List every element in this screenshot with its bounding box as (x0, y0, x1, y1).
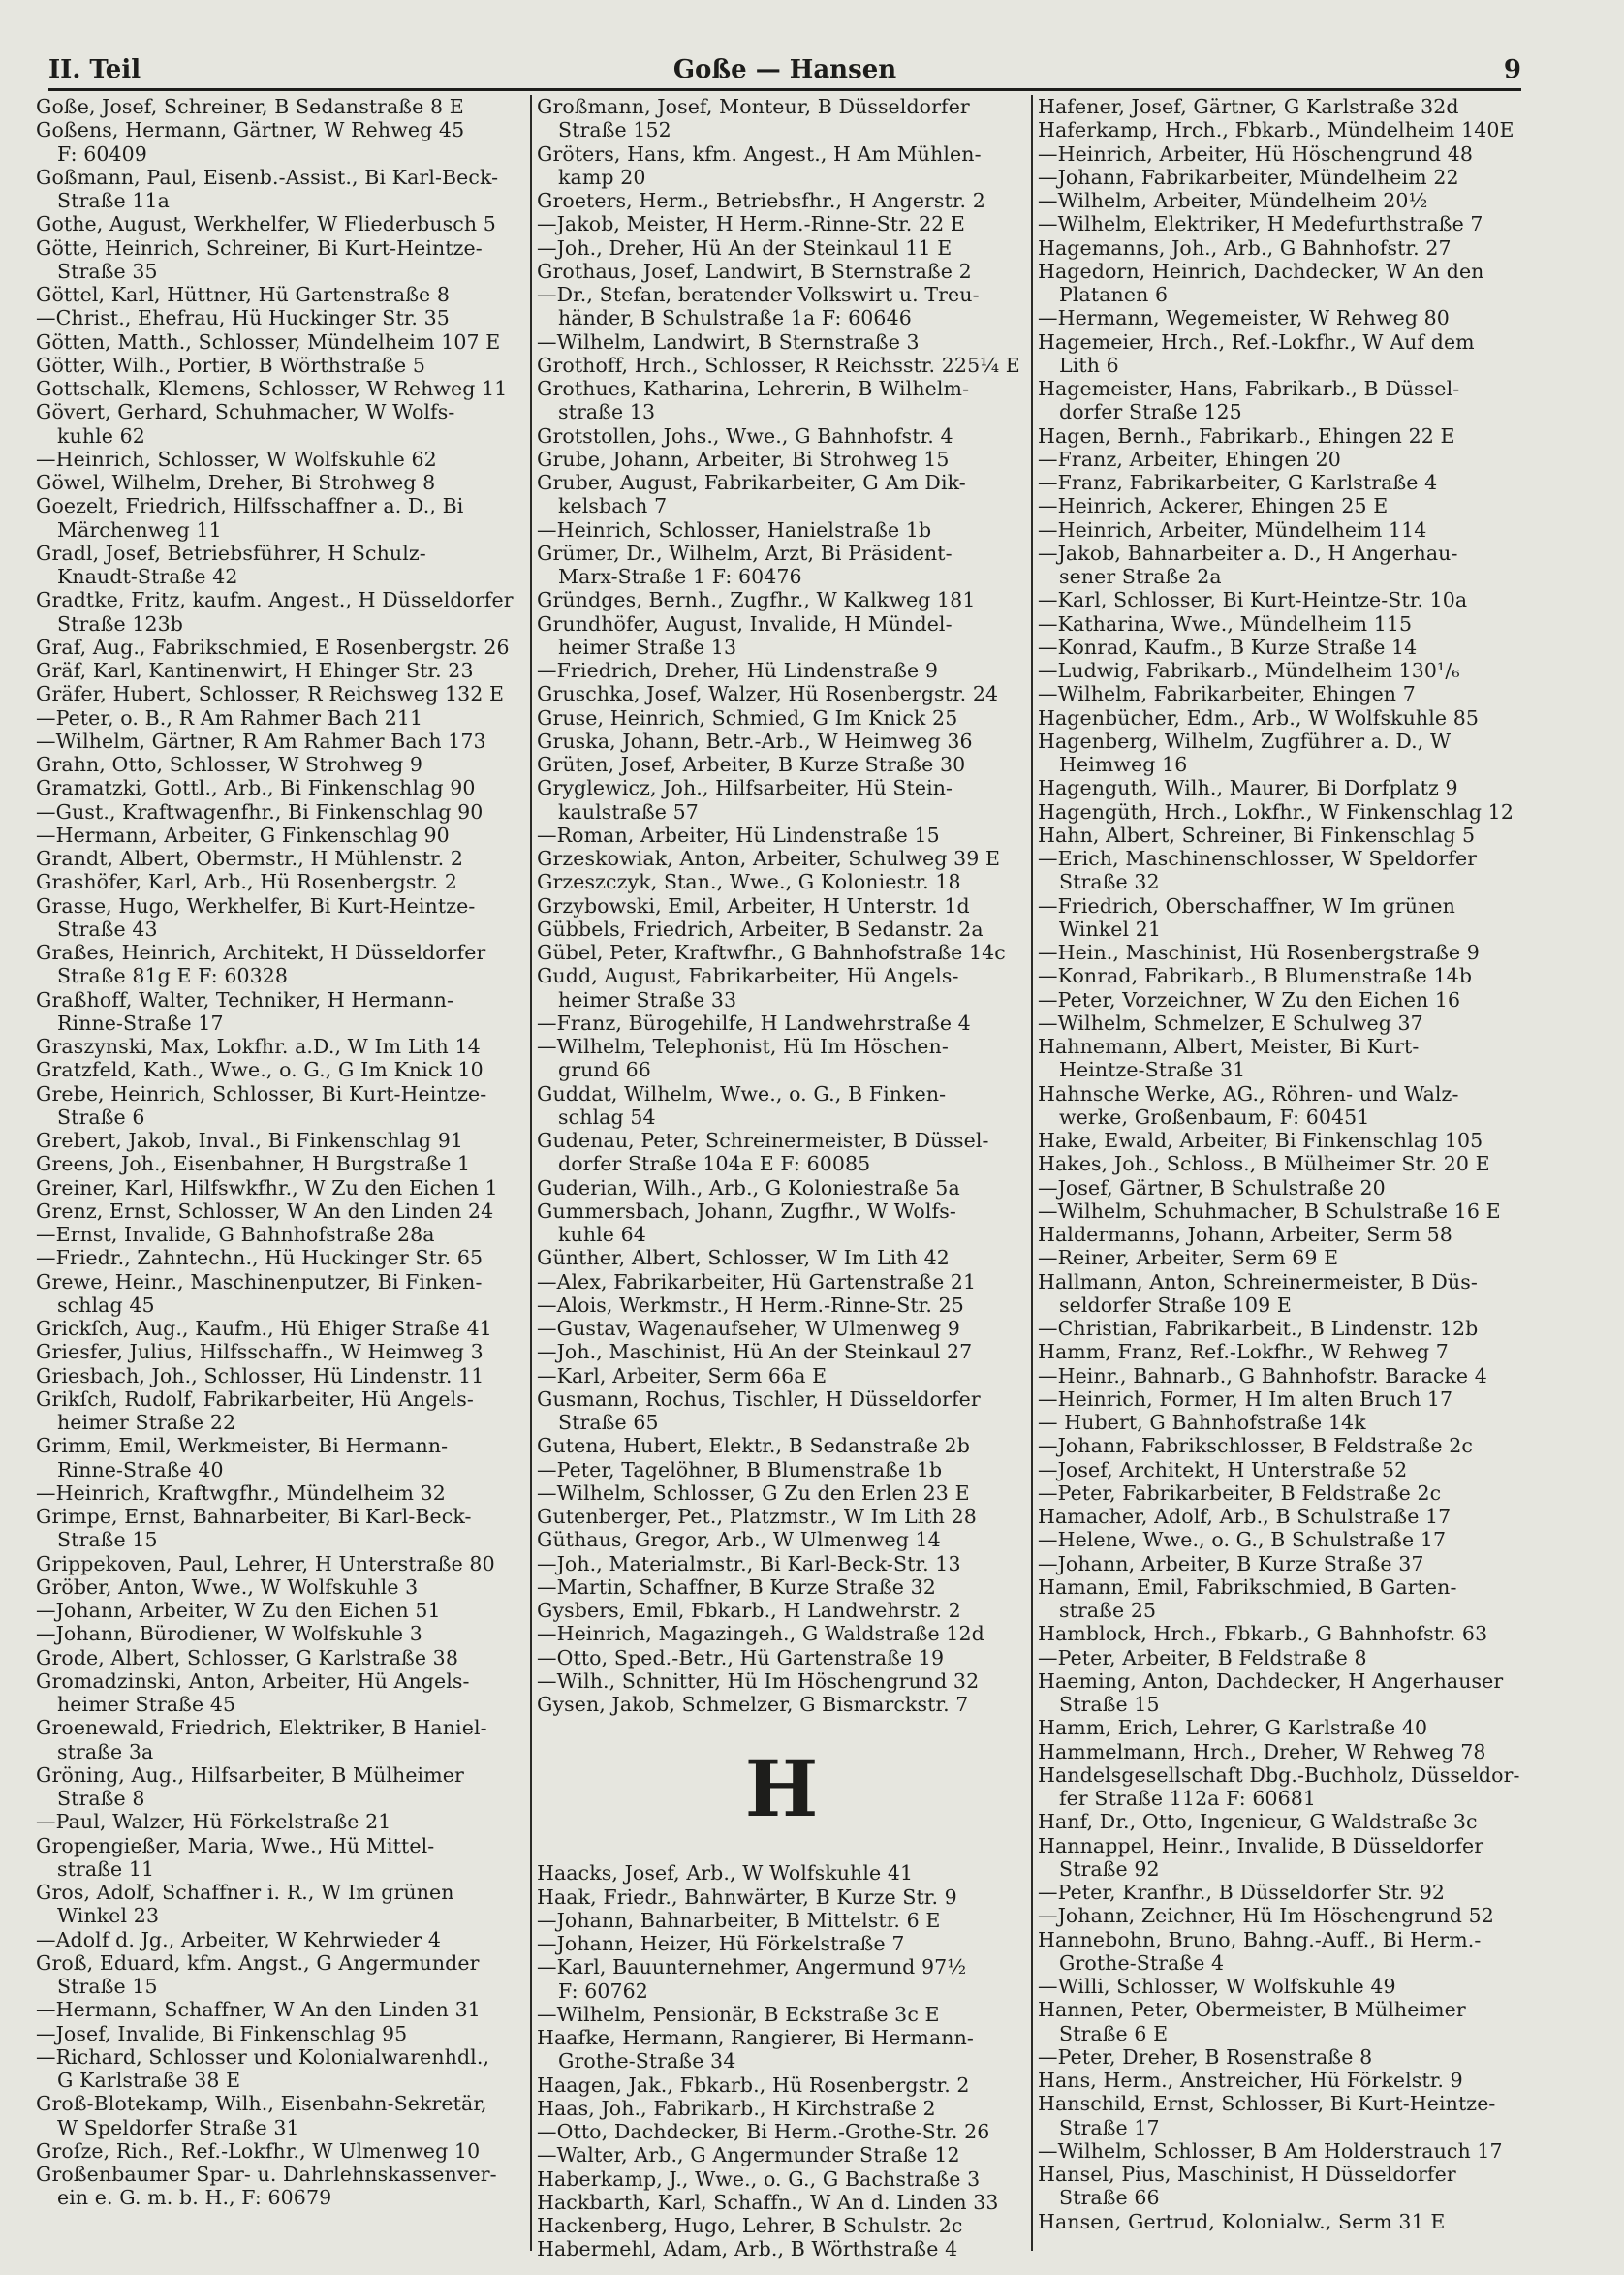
directory-entry-line: Götter, Wilh., Portier, B Wörthstraße 5 (36, 353, 425, 377)
directory-entry-line: kamp 20 (558, 165, 646, 189)
directory-entry-line: Hansel, Pius, Maschinist, H Düsseldorfer (1038, 2163, 1456, 2186)
directory-entry-line: Hagedorn, Heinrich, Dachdecker, W An den (1038, 259, 1484, 283)
directory-entry-line: dorfer Straße 125 (1059, 400, 1242, 424)
directory-entry-line: Hackenberg, Hugo, Lehrer, B Schulstr. 2c (537, 2214, 963, 2237)
directory-entry-line: —Joh., Materialmstr., Bi Karl-Beck-Str. 13 (537, 1551, 961, 1575)
directory-entry-line: —Jakob, Meister, H Herm.-Rinne-Str. 22 E (537, 212, 965, 236)
directory-entry-line: Hagenguth, Wilh., Maurer, Bi Dorfplatz 9 (1038, 776, 1458, 800)
directory-entry-line: —Johann, Arbeiter, B Kurze Straße 37 (1038, 1551, 1424, 1575)
directory-entry-line: Haak, Friedr., Bahnwärter, B Kurze Str. 9 (537, 1885, 957, 1909)
directory-entry-line: —Wilhelm, Schlosser, G Zu den Erlen 23 E (537, 1480, 970, 1505)
directory-entry-line: —Franz, Bürogehilfe, H Landwehrstraße 4 (537, 1011, 971, 1035)
directory-entry-line: Göwel, Wilhelm, Dreher, Bi Strohweg 8 (36, 471, 436, 494)
directory-entry-line: —Christ., Ehefrau, Hü Huckinger Str. 35 (36, 306, 450, 330)
directory-entry-line: Guderian, Wilh., Arb., G Koloniestraße 5a (537, 1175, 960, 1200)
directory-entry-line: Straße 6 E (1059, 2021, 1169, 2045)
directory-entry-line: —Josef, Architekt, H Unterstraße 52 (1038, 1457, 1408, 1481)
directory-entry-line: W Speldorfer Straße 31 (57, 2115, 299, 2139)
directory-entry-line: Hagemanns, Joh., Arb., G Bahnhofstr. 27 (1038, 235, 1452, 260)
directory-entry-line: Grenz, Ernst, Schlosser, W An den Linden 24 (36, 1199, 494, 1223)
directory-entry-line: —Friedrich, Oberschaffner, W Im grünen (1038, 893, 1455, 918)
directory-entry-line: Gysen, Jakob, Schmelzer, G Bismarckstr. 7 (537, 1693, 969, 1716)
directory-entry-line: —Martin, Schaffner, B Kurze Straße 32 (537, 1574, 936, 1599)
directory-entry-line: Gübel, Peter, Kraftwfhr., G Bahnhofstraße 14c (537, 941, 1006, 964)
directory-entry-line: Märchenweg 11 (57, 517, 222, 542)
directory-entry-line: Gummersbach, Johann, Zugfhr., W Wolfs- (537, 1199, 956, 1223)
directory-entry-line: —Wilhelm, Pensionär, B Eckstraße 3c E (537, 2002, 940, 2026)
directory-entry-line: —Joh., Maschinist, Hü An der Steinkaul 27 (537, 1340, 973, 1364)
directory-entry-line: grund 66 (558, 1058, 651, 1082)
directory-entry-line: Straße 17 (1059, 2115, 1160, 2139)
directory-entry-line: —Reiner, Arbeiter, Serm 69 E (1038, 1246, 1339, 1270)
directory-entry-line: —Heinrich, Kraftwgfhr., Mündelheim 32 (36, 1480, 446, 1505)
directory-entry-line: Grashöfer, Karl, Arb., Hü Rosenbergstr. 2 (36, 870, 457, 894)
directory-entry-line: Gothe, August, Werkhelfer, W Fliederbusch 5 (36, 212, 496, 236)
directory-entry-line: —Wilhelm, Gärtner, R Am Rahmer Bach 173 (36, 729, 486, 753)
directory-entry-line: Hannebohn, Bruno, Bahng.-Auff., Bi Herm.- (1038, 1927, 1482, 1951)
directory-entry-line: —Konrad, Fabrikarb., B Blumenstraße 14b (1038, 964, 1473, 988)
directory-entry-line: Götte, Heinrich, Schreiner, Bi Kurt-Heintze- (36, 235, 483, 260)
directory-entry-line: Straße 35 (57, 259, 158, 283)
directory-entry-line: Hahnemann, Albert, Meister, Bi Kurt- (1038, 1035, 1420, 1058)
directory-entry-line: Grewe, Heinr., Maschinenputzer, Bi Finken- (36, 1269, 483, 1293)
directory-entry-line: Graßhoff, Walter, Techniker, H Hermann- (36, 987, 454, 1012)
directory-entry-line: Hagenbücher, Edm., Arb., W Wolfskuhle 85 (1038, 705, 1480, 730)
directory-entry-line: fer Straße 112a F: 60681 (1059, 1787, 1317, 1810)
directory-entry-line: —Peter, Tagelöhner, B Blumenstraße 1b (537, 1457, 943, 1481)
directory-entry-line: Hafener, Josef, Gärtner, G Karlstraße 32d (1038, 95, 1459, 118)
directory-entry-line: Rinne-Straße 40 (57, 1457, 224, 1481)
directory-entry-line: Graf, Aug., Fabrikschmied, E Rosenbergstr. 26 (36, 635, 510, 659)
directory-entry-line: ein e. G. m. b. H., F: 60679 (57, 2186, 332, 2210)
directory-entry-line: Gruse, Heinrich, Schmied, G Im Knick 25 (537, 705, 958, 730)
directory-entry-line: werke, Großenbaum, F: 60451 (1059, 1105, 1370, 1129)
directory-entry-line: Hake, Ewald, Arbeiter, Bi Finkenschlag 105 (1038, 1129, 1483, 1152)
directory-entry-line: straße 11 (57, 1856, 155, 1881)
directory-entry-line: Winkel 21 (1059, 917, 1162, 941)
directory-entry-line: Straße 152 (558, 118, 671, 142)
directory-entry-line: —Johann, Fabrikarbeiter, Mündelheim 22 (1038, 165, 1459, 189)
directory-entry-line: Marx-Straße 1 F: 60476 (558, 565, 802, 588)
column-divider (1031, 95, 1033, 2251)
directory-entry-line: Grippekoven, Paul, Lehrer, H Unterstraße 80 (36, 1551, 495, 1575)
directory-entry-line: Hagenberg, Wilhelm, Zugführer a. D., W (1038, 729, 1452, 753)
directory-entry-line: Haas, Joh., Fabrikarb., H Kirchstraße 2 (537, 2096, 936, 2120)
directory-entry-line: —Jakob, Bahnarbeiter a. D., H Angerhau- (1038, 541, 1458, 565)
directory-entry-line: Straße 15 (57, 1528, 158, 1552)
directory-entry-line: —Josef, Gärtner, B Schulstraße 20 (1038, 1175, 1386, 1200)
directory-entry-line: Grzeskowiak, Anton, Arbeiter, Schulweg 39 E (537, 847, 1001, 870)
directory-column-2 (537, 95, 1026, 2260)
directory-entry-line: Lith 6 (1059, 353, 1119, 377)
directory-entry-line: F: 60409 (57, 141, 147, 166)
directory-entry-line: Hahn, Albert, Schreiner, Bi Finkenschlag 5 (1038, 823, 1476, 847)
directory-entry-line: —Johann, Zeichner, Hü Im Höschengrund 52 (1038, 1904, 1494, 1928)
directory-entry-line: Groß, Eduard, kfm. Angst., G Angermunder (36, 1950, 480, 1975)
directory-entry-line: Goße, Josef, Schreiner, B Sedanstraße 8 E (36, 95, 464, 118)
directory-entry-line: F: 60762 (558, 1979, 648, 2003)
directory-entry-line: —Johann, Fabrikschlosser, B Feldstraße 2c (1038, 1434, 1473, 1458)
directory-entry-line: Gradl, Josef, Betriebsführer, H Schulz- (36, 541, 426, 565)
directory-entry-line: —Ernst, Invalide, G Bahnhofstraße 28a (36, 1223, 435, 1246)
directory-entry-line: Hannappel, Heinr., Invalide, B Düsseldorfer (1038, 1833, 1484, 1857)
directory-entry-line: —Otto, Dachdecker, Bi Herm.-Grothe-Str. 26 (537, 2120, 990, 2143)
directory-entry-line: Hanf, Dr., Otto, Ingenieur, G Waldstraße 3c (1038, 1810, 1478, 1834)
directory-entry-line: Günther, Albert, Schlosser, W Im Lith 42 (537, 1246, 950, 1270)
directory-entry-line: G Karlstraße 38 E (57, 2069, 241, 2092)
directory-entry-line: Grzybowski, Emil, Arbeiter, H Unterstr. 1d (537, 893, 970, 918)
directory-entry-line: —Wilhelm, Telephonist, Hü Im Höschen- (537, 1035, 949, 1058)
directory-entry-line: —Wilhelm, Elektriker, H Medefurthstraße 7 (1038, 212, 1483, 236)
directory-entry-line: Goßmann, Paul, Eisenb.-Assist., Bi Karl-Beck- (36, 165, 499, 189)
directory-entry-line: sener Straße 2a (1059, 565, 1222, 588)
directory-entry-line: —Friedr., Zahntechn., Hü Huckinger Str. 65 (36, 1246, 484, 1270)
directory-entry-line: Göttel, Karl, Hüttner, Hü Gartenstraße 8 (36, 283, 451, 306)
directory-entry-line: heimer Straße 45 (57, 1693, 236, 1716)
directory-entry-line: Gratzfeld, Kath., Wwe., o. G., G Im Knick 10 (36, 1058, 484, 1082)
directory-entry-line: Straße 6 (57, 1105, 145, 1129)
directory-entry-line: Groenewald, Friedrich, Elektriker, B Haniel- (36, 1716, 487, 1740)
directory-entry-line: —Karl, Schlosser, Bi Kurt-Heintze-Str. 10a (1038, 588, 1468, 612)
directory-entry-line: Grotstollen, Johs., Wwe., G Bahnhofstr. 4 (537, 423, 953, 448)
directory-entry-line: Grikſch, Rudolf, Fabrikarbeiter, Hü Angels- (36, 1387, 474, 1411)
directory-entry-line: —Wilhelm, Arbeiter, Mündelheim 20½ (1038, 189, 1428, 212)
directory-entry-line: —Ludwig, Fabrikarb., Mündelheim 130¹/₆ (1038, 659, 1460, 682)
directory-entry-line: —Katharina, Wwe., Mündelheim 115 (1038, 611, 1413, 636)
directory-entry-line: Grube, Johann, Arbeiter, Bi Strohweg 15 (537, 447, 950, 471)
directory-entry-line: —Friedrich, Dreher, Hü Lindenstraße 9 (537, 659, 938, 682)
directory-entry-line: —Wilhelm, Schlosser, B Am Holderstrauch 17 (1038, 2138, 1503, 2163)
directory-entry-line: Haagen, Jak., Fbkarb., Hü Rosenbergstr. 2 (537, 2072, 970, 2097)
directory-entry-line: Greens, Joh., Eisenbahner, H Burgstraße 1 (36, 1152, 471, 1176)
directory-entry-line: Heimweg 16 (1059, 753, 1188, 776)
directory-entry-line: Gottschalk, Klemens, Schlosser, W Rehweg 11 (36, 377, 508, 400)
directory-entry-line: Hannen, Peter, Obermeister, B Mülheimer (1038, 1998, 1466, 2022)
directory-entry-line: heimer Straße 13 (558, 635, 737, 659)
directory-entry-line: Grothe-Straße 4 (1059, 1950, 1225, 1975)
directory-entry-line: seldorfer Straße 109 E (1059, 1293, 1292, 1317)
directory-entry-line: Gröber, Anton, Wwe., W Wolfskuhle 3 (36, 1574, 419, 1599)
directory-entry-line: Gysbers, Emil, Fbkarb., H Landwehrstr. 2 (537, 1599, 961, 1622)
directory-entry-line: —Peter, Fabrikarbeiter, B Feldstraße 2c (1038, 1480, 1442, 1505)
directory-entry-line: Haberkamp, J., Wwe., o. G., G Bachstraße 3 (537, 2166, 981, 2191)
directory-entry-line: Heintze-Straße 31 (1059, 1058, 1246, 1082)
directory-entry-line: straße 13 (558, 400, 656, 424)
directory-entry-line: —Wilhelm, Fabrikarbeiter, Ehingen 7 (1038, 682, 1416, 706)
directory-entry-line: Straße 123b (57, 611, 183, 636)
directory-entry-line: Straße 32 (1059, 870, 1160, 894)
directory-entry-line: straße 25 (1059, 1599, 1157, 1622)
directory-entry-line: Gutenberger, Pet., Platzmstr., W Im Lith 28 (537, 1505, 977, 1528)
directory-entry-line: Gröters, Hans, kfm. Angest., H Am Mühlen- (537, 141, 982, 166)
directory-entry-line: —Walter, Arb., G Angermunder Straße 12 (537, 2143, 960, 2167)
directory-entry-line: —Richard, Schlosser und Kolonialwarenhdl., (36, 2044, 490, 2069)
directory-entry-line: Gropengießer, Maria, Wwe., Hü Mittel- (36, 1833, 435, 1857)
directory-entry-line: Gudenau, Peter, Schreinermeister, B Düssel- (537, 1129, 989, 1152)
directory-entry-line: —Franz, Fabrikarbeiter, G Karlstraße 4 (1038, 471, 1438, 494)
directory-entry-line: —Peter, Kranfhr., B Düsseldorfer Str. 92 (1038, 1881, 1446, 1904)
directory-entry-line: straße 3a (57, 1739, 154, 1763)
directory-entry-line: Goßens, Hermann, Gärtner, W Rehweg 45 (36, 118, 465, 142)
directory-entry-line: Straße 15 (57, 1975, 158, 1998)
directory-entry-line: —Heinrich, Schlosser, W Wolfskuhle 62 (36, 447, 437, 471)
directory-entry-line: —Heinrich, Magazingeh., G Waldstraße 12d (537, 1622, 984, 1646)
directory-entry-line: Großenbaumer Spar- u. Dahrlehnskassenver- (36, 2163, 497, 2186)
directory-entry-line: Grimm, Emil, Werkmeister, Bi Hermann- (36, 1434, 449, 1458)
directory-entry-line: heimer Straße 22 (57, 1411, 236, 1434)
directory-entry-line: —Heinrich, Arbeiter, Hü Höschengrund 48 (1038, 141, 1474, 166)
directory-entry-line: Griesfer, Julius, Hilfsschaffn., W Heimweg 3 (36, 1340, 484, 1364)
directory-entry-line: Grzeszczyk, Stan., Wwe., G Koloniestr. 18 (537, 870, 961, 894)
directory-entry-line: Grothues, Katharina, Lehrerin, B Wilhelm- (537, 377, 970, 400)
directory-entry-line: Gruska, Johann, Betr.-Arb., W Heimweg 36 (537, 729, 973, 753)
directory-entry-line: — Hubert, G Bahnhofstraße 14k (1038, 1411, 1366, 1434)
directory-entry-line: Grimpe, Ernst, Bahnarbeiter, Bi Karl-Beck- (36, 1505, 472, 1528)
directory-entry-line: Straße 66 (1059, 2186, 1160, 2210)
directory-entry-line: Winkel 23 (57, 1904, 160, 1928)
directory-entry-line: —Peter, Dreher, B Rosenstraße 8 (1038, 2044, 1373, 2069)
directory-entry-line: Gromadzinski, Anton, Arbeiter, Hü Angels- (36, 1668, 470, 1693)
directory-entry-line: Hagengüth, Hrch., Lokfhr., W Finkenschlag 12 (1038, 799, 1514, 824)
directory-entry-line: schlag 54 (558, 1105, 656, 1129)
page-header (48, 43, 1521, 91)
directory-entry-line: Grickſch, Aug., Kaufm., Hü Ehiger Straße 41 (36, 1317, 492, 1340)
directory-entry-line: Groſze, Rich., Ref.-Lokfhr., W Ulmenweg 10 (36, 2138, 481, 2163)
directory-entry-line: —Wilhelm, Landwirt, B Sternstraße 3 (537, 329, 920, 354)
directory-entry-line: —Wilhelm, Schmelzer, E Schulweg 37 (1038, 1011, 1423, 1035)
directory-entry-line: Platanen 6 (1059, 283, 1169, 306)
directory-entry-line: —Joh., Dreher, Hü An der Steinkaul 11 E (537, 235, 953, 260)
directory-entry-line: Grasse, Hugo, Werkhelfer, Bi Kurt-Heintze- (36, 893, 476, 918)
page-number: 9 (1503, 55, 1521, 84)
directory-entry-line: kuhle 62 (57, 423, 145, 448)
directory-entry-line: —Peter, Arbeiter, B Feldstraße 8 (1038, 1645, 1367, 1669)
directory-entry-line: Straße 15 (1059, 1693, 1160, 1716)
directory-entry-line: Gusmann, Rochus, Tischler, H Düsseldorfer (537, 1387, 981, 1411)
directory-entry-line: kaulstraße 57 (558, 799, 699, 824)
directory-entry-line: —Christian, Fabrikarbeit., B Lindenstr. 12b (1038, 1317, 1479, 1340)
directory-entry-line: Hamm, Franz, Ref.-Lokfhr., W Rehweg 7 (1038, 1340, 1449, 1364)
directory-entry-line: heimer Straße 33 (558, 987, 737, 1012)
directory-entry-line: —Heinrich, Schlosser, Hanielstraße 1b (537, 517, 932, 542)
directory-entry-line: Goezelt, Friedrich, Hilfsschaffner a. D., Bi (36, 494, 464, 518)
directory-entry-line: Hakes, Joh., Schloss., B Mülheimer Str. 20 E (1038, 1152, 1490, 1176)
directory-entry-line: Knaudt-Straße 42 (57, 565, 238, 588)
directory-entry-line: Hamm, Erich, Lehrer, G Karlstraße 40 (1038, 1716, 1428, 1740)
directory-entry-line: Straße 43 (57, 917, 158, 941)
directory-entry-line: kuhle 64 (558, 1223, 646, 1246)
directory-entry-line: Hagemeier, Hrch., Ref.-Lokfhr., W Auf dem (1038, 329, 1475, 354)
directory-entry-line: Grothe-Straße 34 (558, 2049, 736, 2073)
directory-entry-line: —Heinrich, Arbeiter, Mündelheim 114 (1038, 517, 1427, 542)
directory-entry-line: Hamacher, Adolf, Arb., B Schulstraße 17 (1038, 1505, 1452, 1528)
directory-entry-line: —Hermann, Arbeiter, G Finkenschlag 90 (36, 823, 450, 847)
directory-entry-line: —Wilh., Schnitter, Hü Im Höschengrund 32 (537, 1668, 980, 1693)
directory-entry-line: Haeming, Anton, Dachdecker, H Angerhauser (1038, 1668, 1504, 1693)
directory-entry-line: —Roman, Arbeiter, Hü Lindenstraße 15 (537, 823, 940, 847)
directory-entry-line: Hamann, Emil, Fabrikschmied, B Garten- (1038, 1574, 1457, 1599)
directory-entry-line: —Karl, Arbeiter, Serm 66a E (537, 1363, 828, 1387)
directory-entry-line: —Adolf d. Jg., Arbeiter, W Kehrwieder 4 (36, 1927, 442, 1951)
directory-entry-line: Hackbarth, Karl, Schaffn., W An d. Linden 33 (537, 2190, 999, 2214)
directory-entry-line: Grebe, Heinrich, Schlosser, Bi Kurt-Heintze- (36, 1081, 487, 1106)
directory-entry-line: —Johann, Arbeiter, W Zu den Eichen 51 (36, 1599, 441, 1622)
directory-entry-line: —Gustav, Wagenaufseher, W Ulmenweg 9 (537, 1317, 960, 1340)
directory-entry-line: Straße 8 (57, 1787, 145, 1810)
directory-entry-line: —Franz, Arbeiter, Ehingen 20 (1038, 447, 1341, 471)
directory-column-3 (1038, 95, 1527, 2260)
directory-entry-line: Grümer, Dr., Wilhelm, Arzt, Bi Präsident- (537, 541, 953, 565)
directory-entry-line: —Alois, Werkmstr., H Herm.-Rinne-Str. 25 (537, 1293, 964, 1317)
directory-entry-line: Grahn, Otto, Schlosser, W Strohweg 9 (36, 753, 423, 776)
directory-entry-line: Hanschild, Ernst, Schlosser, Bi Kurt-Heintze- (1038, 2092, 1496, 2116)
directory-entry-line: Gryglewicz, Joh., Hilfsarbeiter, Hü Stein- (537, 776, 953, 800)
directory-entry-line: Handelsgesellschaft Dbg.-Buchholz, Düsseldor- (1038, 1762, 1520, 1787)
directory-entry-line: Güthaus, Gregor, Arb., W Ulmenweg 14 (537, 1528, 941, 1552)
directory-entry-line: Gübbels, Friedrich, Arbeiter, B Sedanstr. 2a (537, 917, 984, 941)
directory-entry-line: Grüten, Josef, Arbeiter, B Kurze Straße 30 (537, 753, 966, 776)
directory-entry-line: Straße 81g E F: 60328 (57, 964, 289, 988)
directory-entry-line: —Helene, Wwe., o. G., B Schulstraße 17 (1038, 1528, 1447, 1552)
directory-entry-line: Haacks, Josef, Arb., W Wolfskuhle 41 (537, 1861, 914, 1885)
directory-entry-line: Grothoff, Hrch., Schlosser, R Reichsstr. 225¼ E (537, 353, 1020, 377)
directory-entry-line: Gövert, Gerhard, Schuhmacher, W Wolfs- (36, 400, 455, 424)
directory-entry-line: Großmann, Josef, Monteur, B Düsseldorfer (537, 95, 970, 118)
directory-entry-line: Guddat, Wilhelm, Wwe., o. G., B Finken- (537, 1081, 947, 1106)
directory-entry-line: Gruber, August, Fabrikarbeiter, G Am Dik- (537, 471, 966, 494)
directory-entry-line: —Josef, Invalide, Bi Finkenschlag 95 (36, 2021, 408, 2045)
directory-entry-line: Gradtke, Fritz, kaufm. Angest., H Düsseldorfer (36, 588, 514, 612)
directory-entry-line: Grode, Albert, Schlosser, G Karlstraße 38 (36, 1645, 458, 1669)
directory-entry-line: schlag 45 (57, 1293, 155, 1317)
directory-entry-line: —Karl, Bauunternehmer, Angermund 97½ (537, 1955, 967, 1979)
column-divider (530, 95, 532, 2251)
directory-entry-line: Groß-Blotekamp, Wilh., Eisenbahn-Sekretär, (36, 2092, 487, 2116)
directory-entry-line: Hansen, Gertrud, Kolonialw., Serm 31 E (1038, 2209, 1446, 2233)
directory-entry-line: —Peter, o. B., R Am Rahmer Bach 211 (36, 705, 423, 730)
directory-entry-line: Rinne-Straße 17 (57, 1011, 224, 1035)
directory-entry-line: —Willi, Schlosser, W Wolfskuhle 49 (1038, 1975, 1396, 1998)
directory-entry-line: Groeters, Herm., Betriebsfhr., H Angerstr. 2 (537, 189, 985, 212)
directory-entry-line: Hallmann, Anton, Schreinermeister, B Düs- (1038, 1269, 1478, 1293)
directory-entry-line: Gräfer, Hubert, Schlosser, R Reichsweg 132 E (36, 682, 505, 706)
directory-entry-line: Hagemeister, Hans, Fabrikarb., B Düssel- (1038, 377, 1460, 400)
directory-entry-line: Gröning, Aug., Hilfsarbeiter, B Mülheimer (36, 1762, 464, 1787)
directory-entry-line: —Heinrich, Ackerer, Ehingen 25 E (1038, 494, 1389, 518)
directory-entry-line: Grothaus, Josef, Landwirt, B Sternstraße 2 (537, 259, 972, 283)
directory-entry-line: —Dr., Stefan, beratender Volkswirt u. Treu- (537, 283, 980, 306)
directory-entry-line: —Johann, Bürodiener, W Wolfskuhle 3 (36, 1622, 422, 1646)
directory-entry-line: Haferkamp, Hrch., Fbkarb., Mündelheim 140E (1038, 118, 1515, 142)
directory-entry-line: —Hermann, Schaffner, W An den Linden 31 (36, 1998, 481, 2022)
directory-entry-line: Straße 11a (57, 189, 170, 212)
directory-entry-line: —Peter, Vorzeichner, W Zu den Eichen 16 (1038, 987, 1461, 1012)
directory-column-1 (36, 95, 525, 2260)
directory-entry-line: —Konrad, Kaufm., B Kurze Straße 14 (1038, 635, 1418, 659)
directory-entry-line: Griesbach, Joh., Schlosser, Hü Lindenstr. 11 (36, 1363, 484, 1387)
directory-entry-line: —Wilhelm, Schuhmacher, B Schulstraße 16 E (1038, 1199, 1501, 1223)
directory-entry-line: Graßes, Heinrich, Architekt, H Düsseldorfer (36, 941, 486, 964)
directory-entry-line: Grebert, Jakob, Inval., Bi Finkenschlag 91 (36, 1129, 463, 1152)
directory-entry-line: —Paul, Walzer, Hü Förkelstraße 21 (36, 1810, 391, 1834)
directory-entry-line: Hahnsche Werke, AG., Röhren- und Walz- (1038, 1081, 1459, 1106)
directory-entry-line: Hammelmann, Hrch., Dreher, W Rehweg 78 (1038, 1739, 1486, 1763)
section-letter-h: H (744, 1743, 819, 1835)
directory-entry-line: Straße 65 (558, 1411, 659, 1434)
directory-entry-line: —Johann, Bahnarbeiter, B Mittelstr. 6 E (537, 1908, 941, 1932)
directory-entry-line: —Erich, Maschinenschlosser, W Speldorfer (1038, 847, 1478, 870)
directory-entry-line: Greiner, Karl, Hilfswkfhr., W Zu den Eichen 1 (36, 1175, 498, 1200)
directory-entry-line: Habermehl, Adam, Arb., B Wörthstraße 4 (537, 2237, 958, 2260)
directory-entry-line: Gudd, August, Fabrikarbeiter, Hü Angels- (537, 964, 959, 988)
directory-entry-line: Graszynski, Max, Lokfhr. a.D., W Im Lith 14 (36, 1035, 481, 1058)
directory-entry-line: —Alex, Fabrikarbeiter, Hü Gartenstraße 21 (537, 1269, 977, 1293)
directory-entry-line: Hans, Herm., Anstreicher, Hü Förkelstr. 9 (1038, 2069, 1463, 2092)
directory-entry-line: kelsbach 7 (558, 494, 668, 518)
directory-entry-line: Gros, Adolf, Schaffner i. R., W Im grünen (36, 1881, 454, 1904)
directory-entry-line: Gräf, Karl, Kantinenwirt, H Ehinger Str. 23 (36, 659, 474, 682)
directory-entry-line: Gutena, Hubert, Elektr., B Sedanstraße 2b (537, 1434, 970, 1458)
page-range-title: Goße — Hansen (672, 55, 897, 84)
directory-entry-line: —Otto, Sped.-Betr., Hü Gartenstraße 19 (537, 1645, 945, 1669)
directory-entry-line: Grandt, Albert, Obermstr., H Mühlenstr. 2 (36, 847, 463, 870)
directory-entry-line: Haafke, Hermann, Rangierer, Bi Hermann- (537, 2026, 974, 2049)
directory-entry-line: Gramatzki, Gottl., Arb., Bi Finkenschlag 90 (36, 776, 476, 800)
directory-entry-line: händer, B Schulstraße 1a F: 60646 (558, 306, 912, 330)
directory-entry-line: Gruschka, Josef, Walzer, Hü Rosenbergstr. 24 (537, 682, 999, 706)
directory-entry-line: Hamblock, Hrch., Fbkarb., G Bahnhofstr. 63 (1038, 1622, 1488, 1646)
directory-entry-line: Straße 92 (1059, 1856, 1160, 1881)
directory-entry-line: Götten, Matth., Schlosser, Mündelheim 107 E (36, 329, 501, 354)
directory-entry-line: Haldermanns, Johann, Arbeiter, Serm 58 (1038, 1223, 1452, 1246)
directory-entry-line: —Gust., Kraftwagenfhr., Bi Finkenschlag 90 (36, 799, 484, 824)
directory-entry-line: —Hermann, Wegemeister, W Rehweg 80 (1038, 306, 1450, 330)
directory-entry-line: Gründges, Bernh., Zugfhr., W Kalkweg 181 (537, 588, 976, 612)
directory-entry-line: —Heinrich, Former, H Im alten Bruch 17 (1038, 1387, 1453, 1411)
part-label: II. Teil (48, 55, 141, 84)
directory-entry-line: —Heinr., Bahnarb., G Bahnhofstr. Baracke 4 (1038, 1363, 1487, 1387)
directory-entry-line: —Johann, Heizer, Hü Förkelstraße 7 (537, 1932, 905, 1955)
directory-entry-line: Grundhöfer, August, Invalide, H Mündel- (537, 611, 953, 636)
directory-entry-line: dorfer Straße 104a E F: 60085 (558, 1152, 871, 1176)
directory-entry-line: Hagen, Bernh., Fabrikarb., Ehingen 22 E (1038, 423, 1455, 448)
directory-entry-line: —Hein., Maschinist, Hü Rosenbergstraße 9 (1038, 941, 1480, 964)
